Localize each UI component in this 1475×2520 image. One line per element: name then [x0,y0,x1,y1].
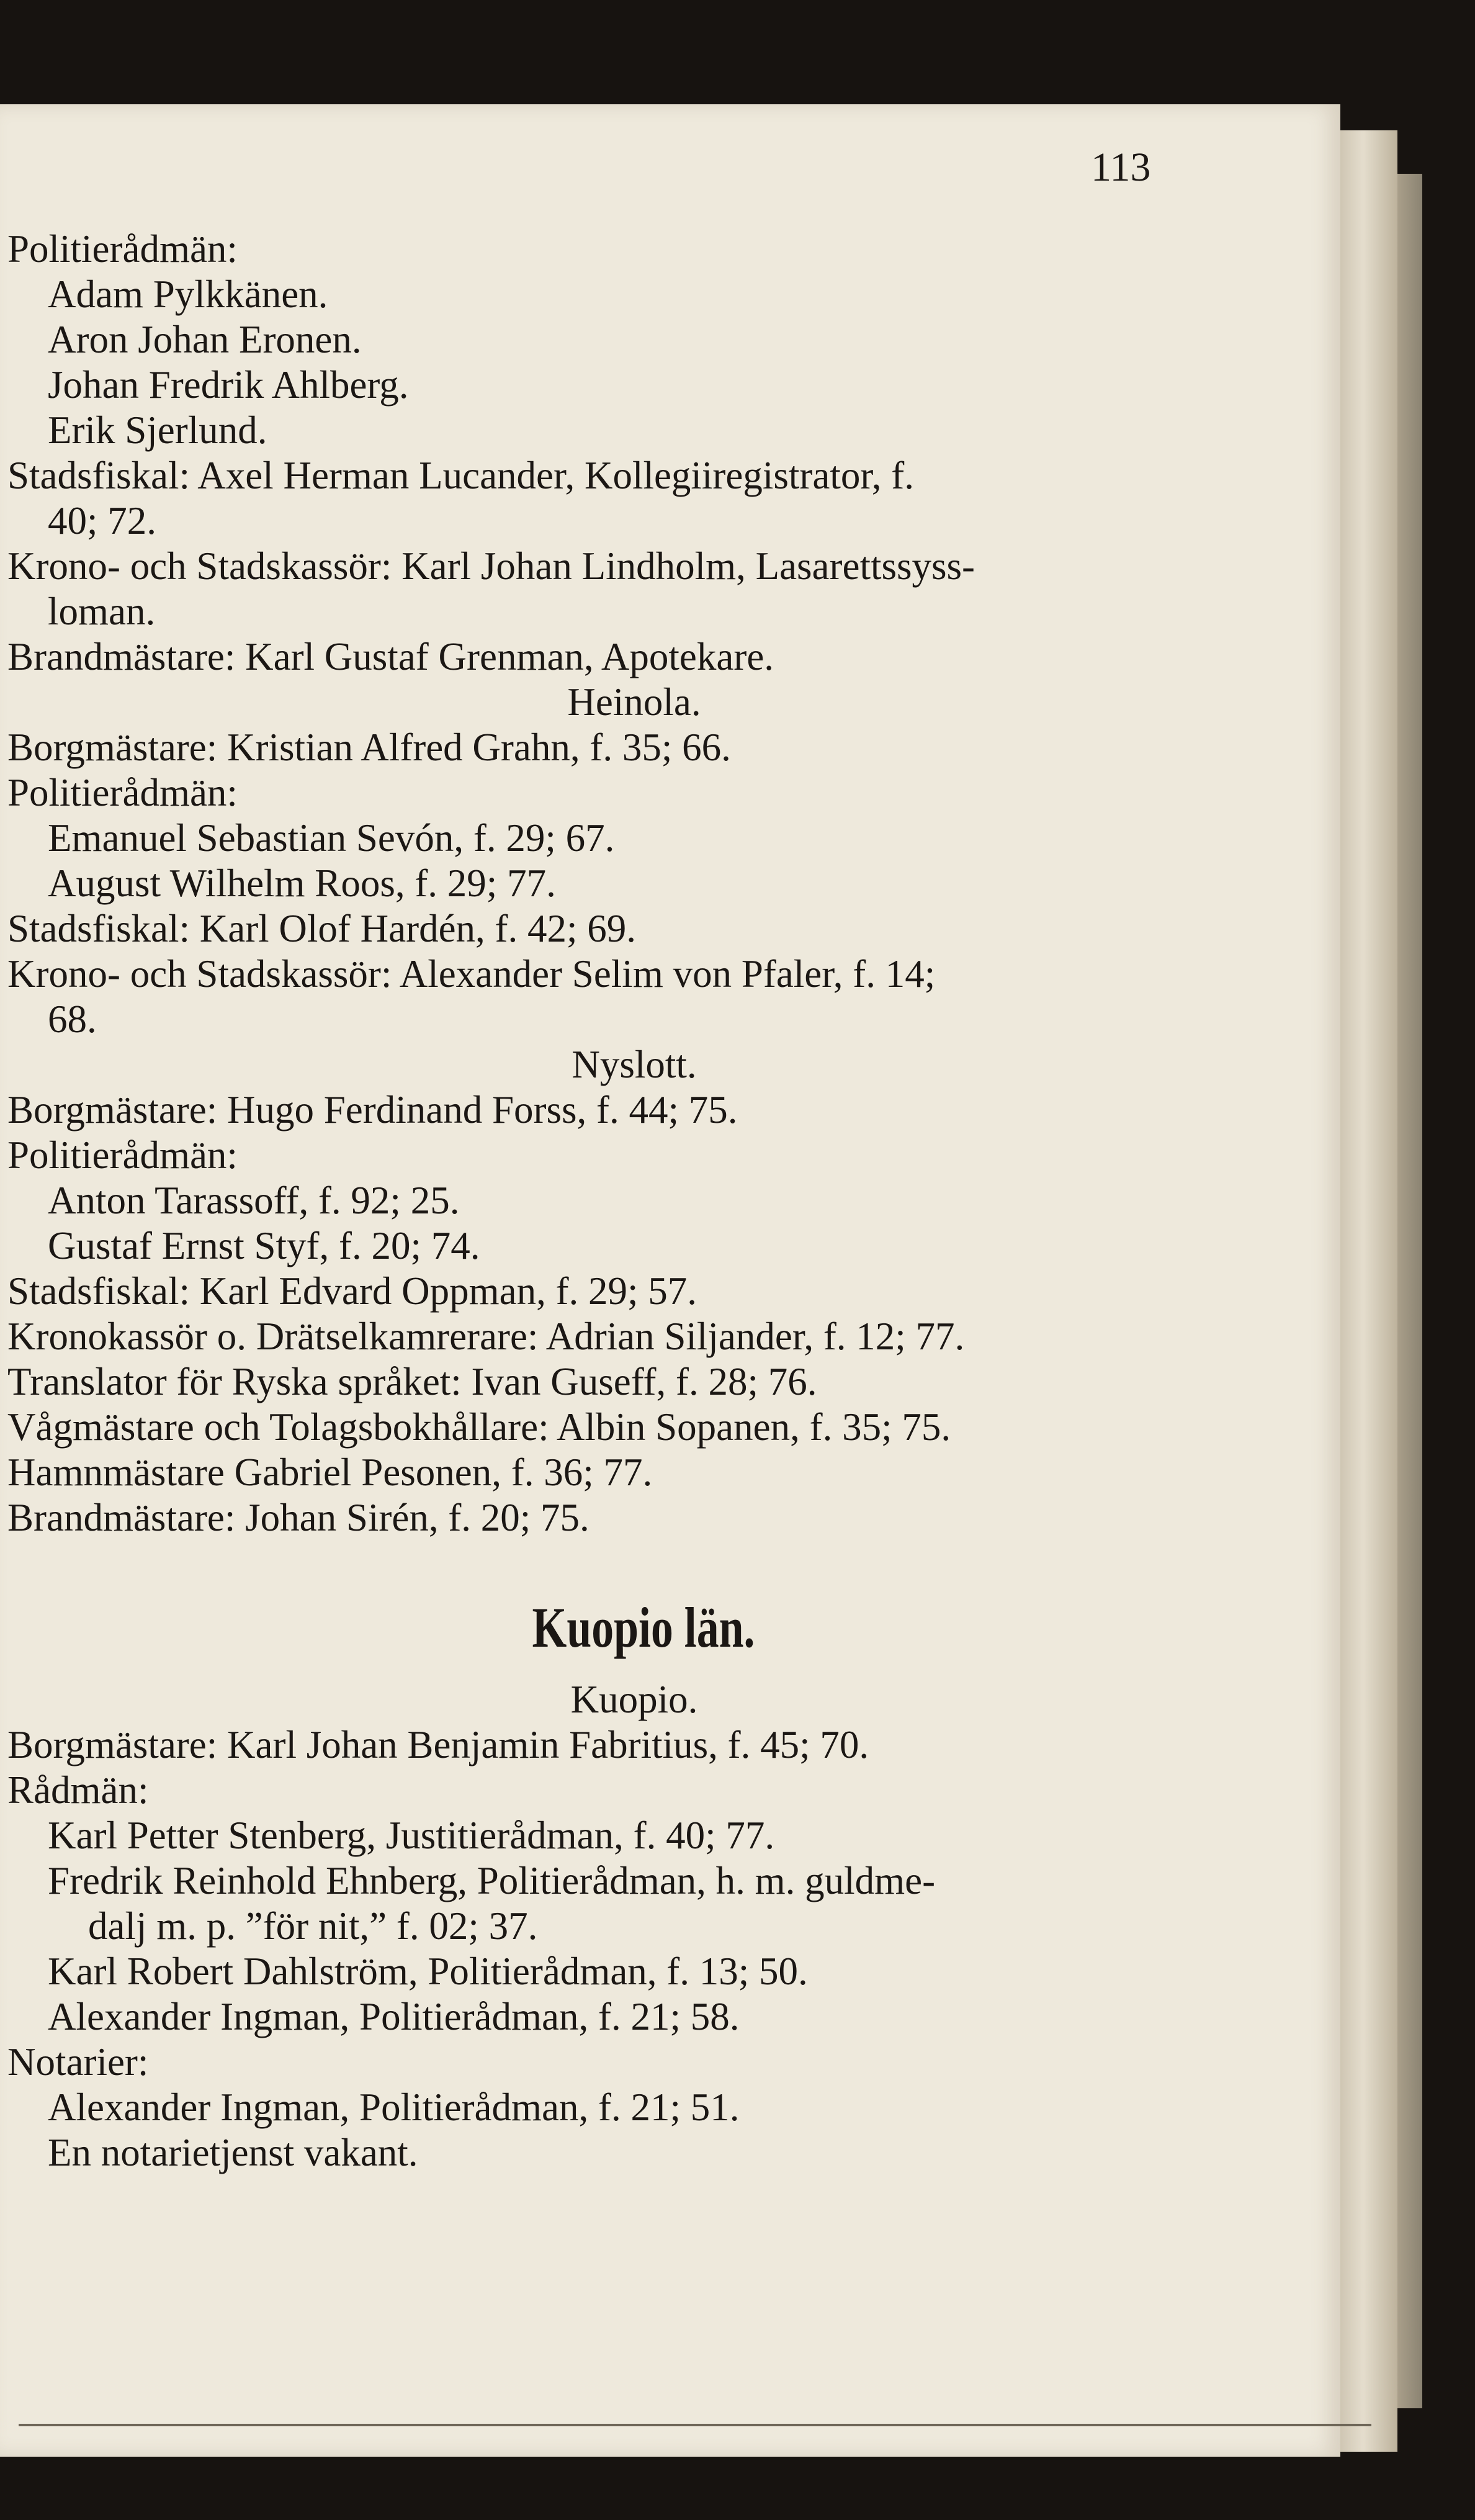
town-heading: Kuopio. [570,1678,698,1721]
entry-line-indented: En notarietjenst vakant. [48,2131,418,2174]
entry-line: Politierådmän: [7,227,238,271]
entry-line: Borgmästare: Hugo Ferdinand Forss, f. 44; 75. [7,1088,738,1132]
town-heading: Nyslott. [572,1043,697,1086]
entry-line: Politierådmän: [7,771,238,814]
entry-line-indented: Karl Robert Dahlström, Politierådman, f. 13; 50. [48,1950,808,1993]
town-heading: Heinola. [567,680,701,724]
entry-line: Borgmästare: Kristian Alfred Grahn, f. 35; 66. [7,726,731,769]
entry-line: Politierådmän: [7,1133,238,1177]
entry-line-indented: Alexander Ingman, Politierådman, f. 21; 51. [48,2086,740,2129]
entry-line-indented: 68. [48,997,97,1041]
entry-line: Notarier: [7,2040,149,2084]
entry-line-indented: loman. [48,590,156,633]
entry-line-indented: Emanuel Sebastian Sevón, f. 29; 67. [48,816,615,860]
entry-line-indented: Karl Petter Stenberg, Justitierådman, f. 40; 77. [48,1814,775,1857]
entry-line: Brandmästare: Johan Sirén, f. 20; 75. [7,1496,590,1539]
entry-line: Brandmästare: Karl Gustaf Grenman, Apotekare. [7,635,774,678]
entry-line: Krono- och Stadskassör: Alexander Selim von Pfaler, f. 14; [7,952,936,996]
entry-line-indented: Erik Sjerlund. [48,408,267,452]
entry-line-indented: Gustaf Ernst Styf, f. 20; 74. [48,1224,480,1267]
page-edge [1340,130,1397,2452]
entry-line: Stadsfiskal: Karl Olof Hardén, f. 42; 69. [7,907,637,950]
entry-line-indented: August Wilhelm Roos, f. 29; 77. [48,862,556,905]
entry-line: Hamnmästare Gabriel Pesonen, f. 36; 77. [7,1451,653,1494]
entry-line: Stadsfiskal: Axel Herman Lucander, Kollegiiregistrator, f. [7,454,915,497]
page-number: 113 [1091,145,1151,190]
entry-line-indented: Adam Pylkkänen. [48,272,328,316]
entry-line-indented: 40; 72. [48,499,157,542]
entry-line-indented: dalj m. p. ”för nit,” f. 02; 37. [88,1904,538,1948]
entry-line: Rådmän: [7,1768,149,1812]
entry-line-indented: Alexander Ingman, Politierådman, f. 21; 58. [48,1995,740,2038]
entry-line: Kronokassör o. Drätselkamrerare: Adrian Siljander, f. 12; 77. [7,1315,965,1358]
entry-line: Krono- och Stadskassör: Karl Johan Lindholm, Lasarettssyss- [7,544,975,588]
page-bottom-rule [19,2424,1371,2426]
entry-line: Vågmästare och Tolagsbokhållare: Albin Sopanen, f. 35; 75. [7,1405,951,1449]
page-edge-shadow [1397,174,1422,2408]
entry-line-indented: Johan Fredrik Ahlberg. [48,363,409,407]
entry-line: Stadsfiskal: Karl Edvard Oppman, f. 29; 57. [7,1269,697,1313]
entry-line: Borgmästare: Karl Johan Benjamin Fabritius, f. 45; 70. [7,1723,869,1766]
section-title: Kuopio län. [532,1596,755,1659]
page-text [7,227,1280,2176]
entry-line: Translator för Ryska språket: Ivan Guseff, f. 28; 76. [7,1360,817,1403]
entry-line-indented: Anton Tarassoff, f. 92; 25. [48,1179,460,1222]
entry-line-indented: Fredrik Reinhold Ehnberg, Politierådman, h. m. guldme- [48,1859,936,1902]
entry-line-indented: Aron Johan Eronen. [48,318,362,361]
